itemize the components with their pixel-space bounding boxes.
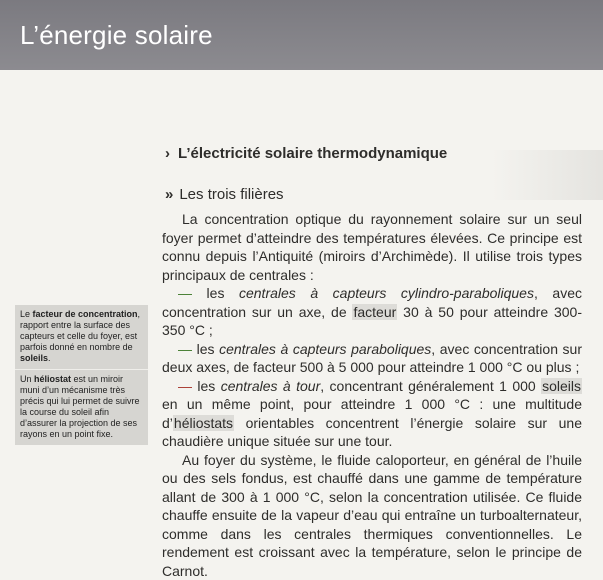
term-italic: centrales à capteurs cylindro-paraboliques <box>239 285 534 301</box>
term-italic: centrales à tour <box>221 378 321 394</box>
highlighted-term: facteur <box>352 304 397 320</box>
bullet-dash: — <box>178 378 192 394</box>
facing-page-bleed <box>492 150 603 200</box>
list-item: — les centrales à capteurs paraboliques, avec concentration sur deux axes, de facteur 500 à 5 000 pour atteindre 1 000 °C ou plus ; <box>162 340 582 377</box>
chevron-right-icon: › <box>165 145 170 162</box>
double-chevron-icon: » <box>165 186 173 203</box>
note-term: facteur de concentration <box>33 309 138 319</box>
note-term: héliostat <box>34 374 71 384</box>
subsection-heading-text: Les trois filières <box>179 186 283 203</box>
page-header <box>0 0 603 70</box>
margin-note: Le facteur de concentration, rapport entre la surface des capteurs et celle du foyer, est parfois donné en nombre de soleils. <box>15 305 148 369</box>
term-italic: centrales à capteurs paraboliques <box>219 341 431 357</box>
highlighted-term: soleils <box>541 378 582 394</box>
list-item: — les centrales à capteurs cylindro-paraboliques, avec concentration sur un axe, de facteur 30 à 50 pour atteindre 300-350 °C ; <box>162 284 582 340</box>
body-text <box>162 210 582 580</box>
margin-notes <box>15 305 148 445</box>
section-heading <box>165 145 447 162</box>
body-paragraph: Au foyer du système, le fluide caloporteur, en général de l’huile ou des sels fondus, est chauffé dans une gamme de température allant de 300 à 1 000 °C, selon la concentration utilisée. Ce fluide chauffe ensuite de la vapeur d’eau qui entraîne un turboalternateur, comme dans les centrales thermiques conventionnelles. Le rendement est croissant avec la température, selon le principe de Carnot. <box>162 451 582 580</box>
page-title: L’énergie solaire <box>20 20 213 51</box>
list-item: — les centrales à tour, concentrant généralement 1 000 soleils en un même point, pour atteindre 1 000 °C : une multitude d’héliostats orientables concentrent l’énergie solaire sur une chaudière unique située sur une tour. <box>162 377 582 451</box>
intro-paragraph: La concentration optique du rayonnement solaire sur un seul foyer permet d’atteindre des températures élevées. Ce principe est connu depuis l’Antiquité (miroirs d’Archimède). Il utilise trois types principaux de centrales : <box>162 210 582 284</box>
bullet-dash: — <box>178 285 192 301</box>
note-term: soleils <box>20 353 48 363</box>
highlighted-term: héliostats <box>173 415 234 431</box>
bullet-dash: — <box>178 341 192 357</box>
section-heading-text: L’électricité solaire thermodynamique <box>178 145 447 162</box>
margin-note: Un héliostat est un miroir muni d’un mécanisme très précis qui lui permet de suivre la course du soleil afin d’assurer la projection de ses rayons en un point fixe. <box>15 369 148 445</box>
subsection-heading <box>165 186 284 203</box>
